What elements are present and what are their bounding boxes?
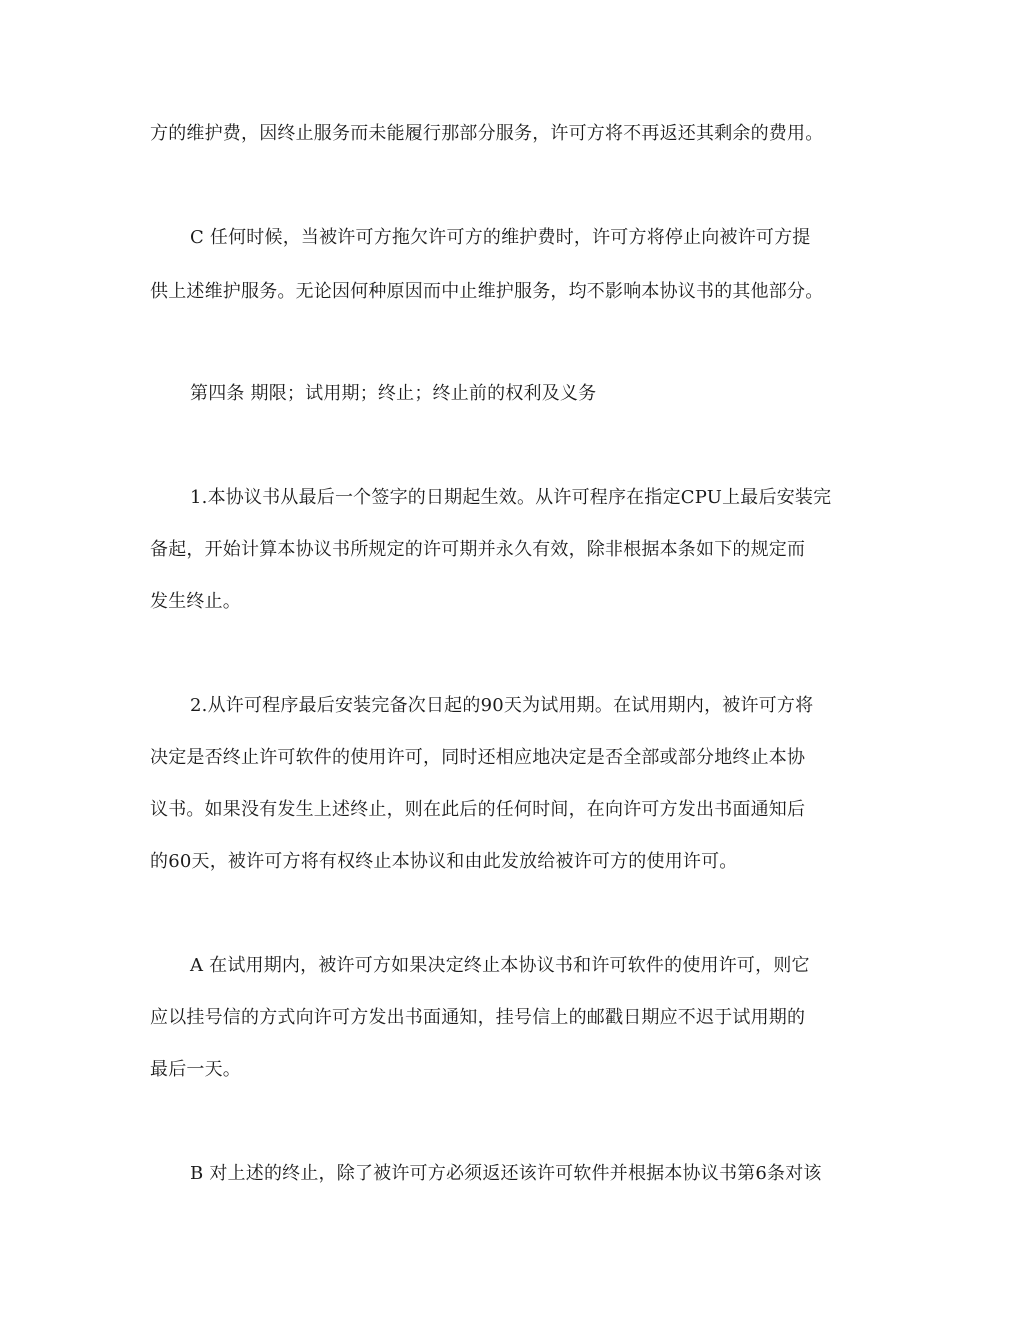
paragraph-line: B 对上述的终止，除了被许可方必须返还该许可软件并根据本协议书第6条对该 — [190, 1163, 822, 1184]
paragraph-line: 最后一天。 — [150, 1059, 241, 1080]
paragraph-line: 发生终止。 — [150, 591, 241, 612]
paragraph-line: A 在试用期内，被许可方如果决定终止本协议书和许可软件的使用许可，则它 — [190, 955, 810, 976]
section-heading: 第四条 期限；试用期；终止；终止前的权利及义务 — [190, 383, 597, 404]
paragraph-line: 2.从许可程序最后安装完备次日起的90天为试用期。在试用期内，被许可方将 — [190, 695, 814, 716]
paragraph-line: 供上述维护服务。无论因何种原因而中止维护服务，均不影响本协议书的其他部分。 — [150, 281, 824, 302]
paragraph-line: 应以挂号信的方式向许可方发出书面通知，挂号信上的邮戳日期应不迟于试用期的 — [150, 1007, 806, 1028]
paragraph-line: C 任何时候，当被许可方拖欠许可方的维护费时，许可方将停止向被许可方提 — [190, 227, 811, 248]
paragraph-line: 的60天，被许可方将有权终止本协议和由此发放给被许可方的使用许可。 — [150, 851, 738, 872]
paragraph-line: 决定是否终止许可软件的使用许可，同时还相应地决定是否全部或部分地终止本协 — [150, 747, 806, 768]
paragraph-line: 1.本协议书从最后一个签字的日期起生效。从许可程序在指定CPU上最后安装完 — [190, 487, 832, 508]
paragraph-line: 方的维护费，因终止服务而未能履行那部分服务，许可方将不再返还其剩余的费用。 — [150, 123, 824, 144]
paragraph-line: 备起，开始计算本协议书所规定的许可期并永久有效，除非根据本条如下的规定而 — [150, 539, 806, 560]
paragraph-line: 议书。如果没有发生上述终止，则在此后的任何时间，在向许可方发出书面通知后 — [150, 799, 806, 820]
